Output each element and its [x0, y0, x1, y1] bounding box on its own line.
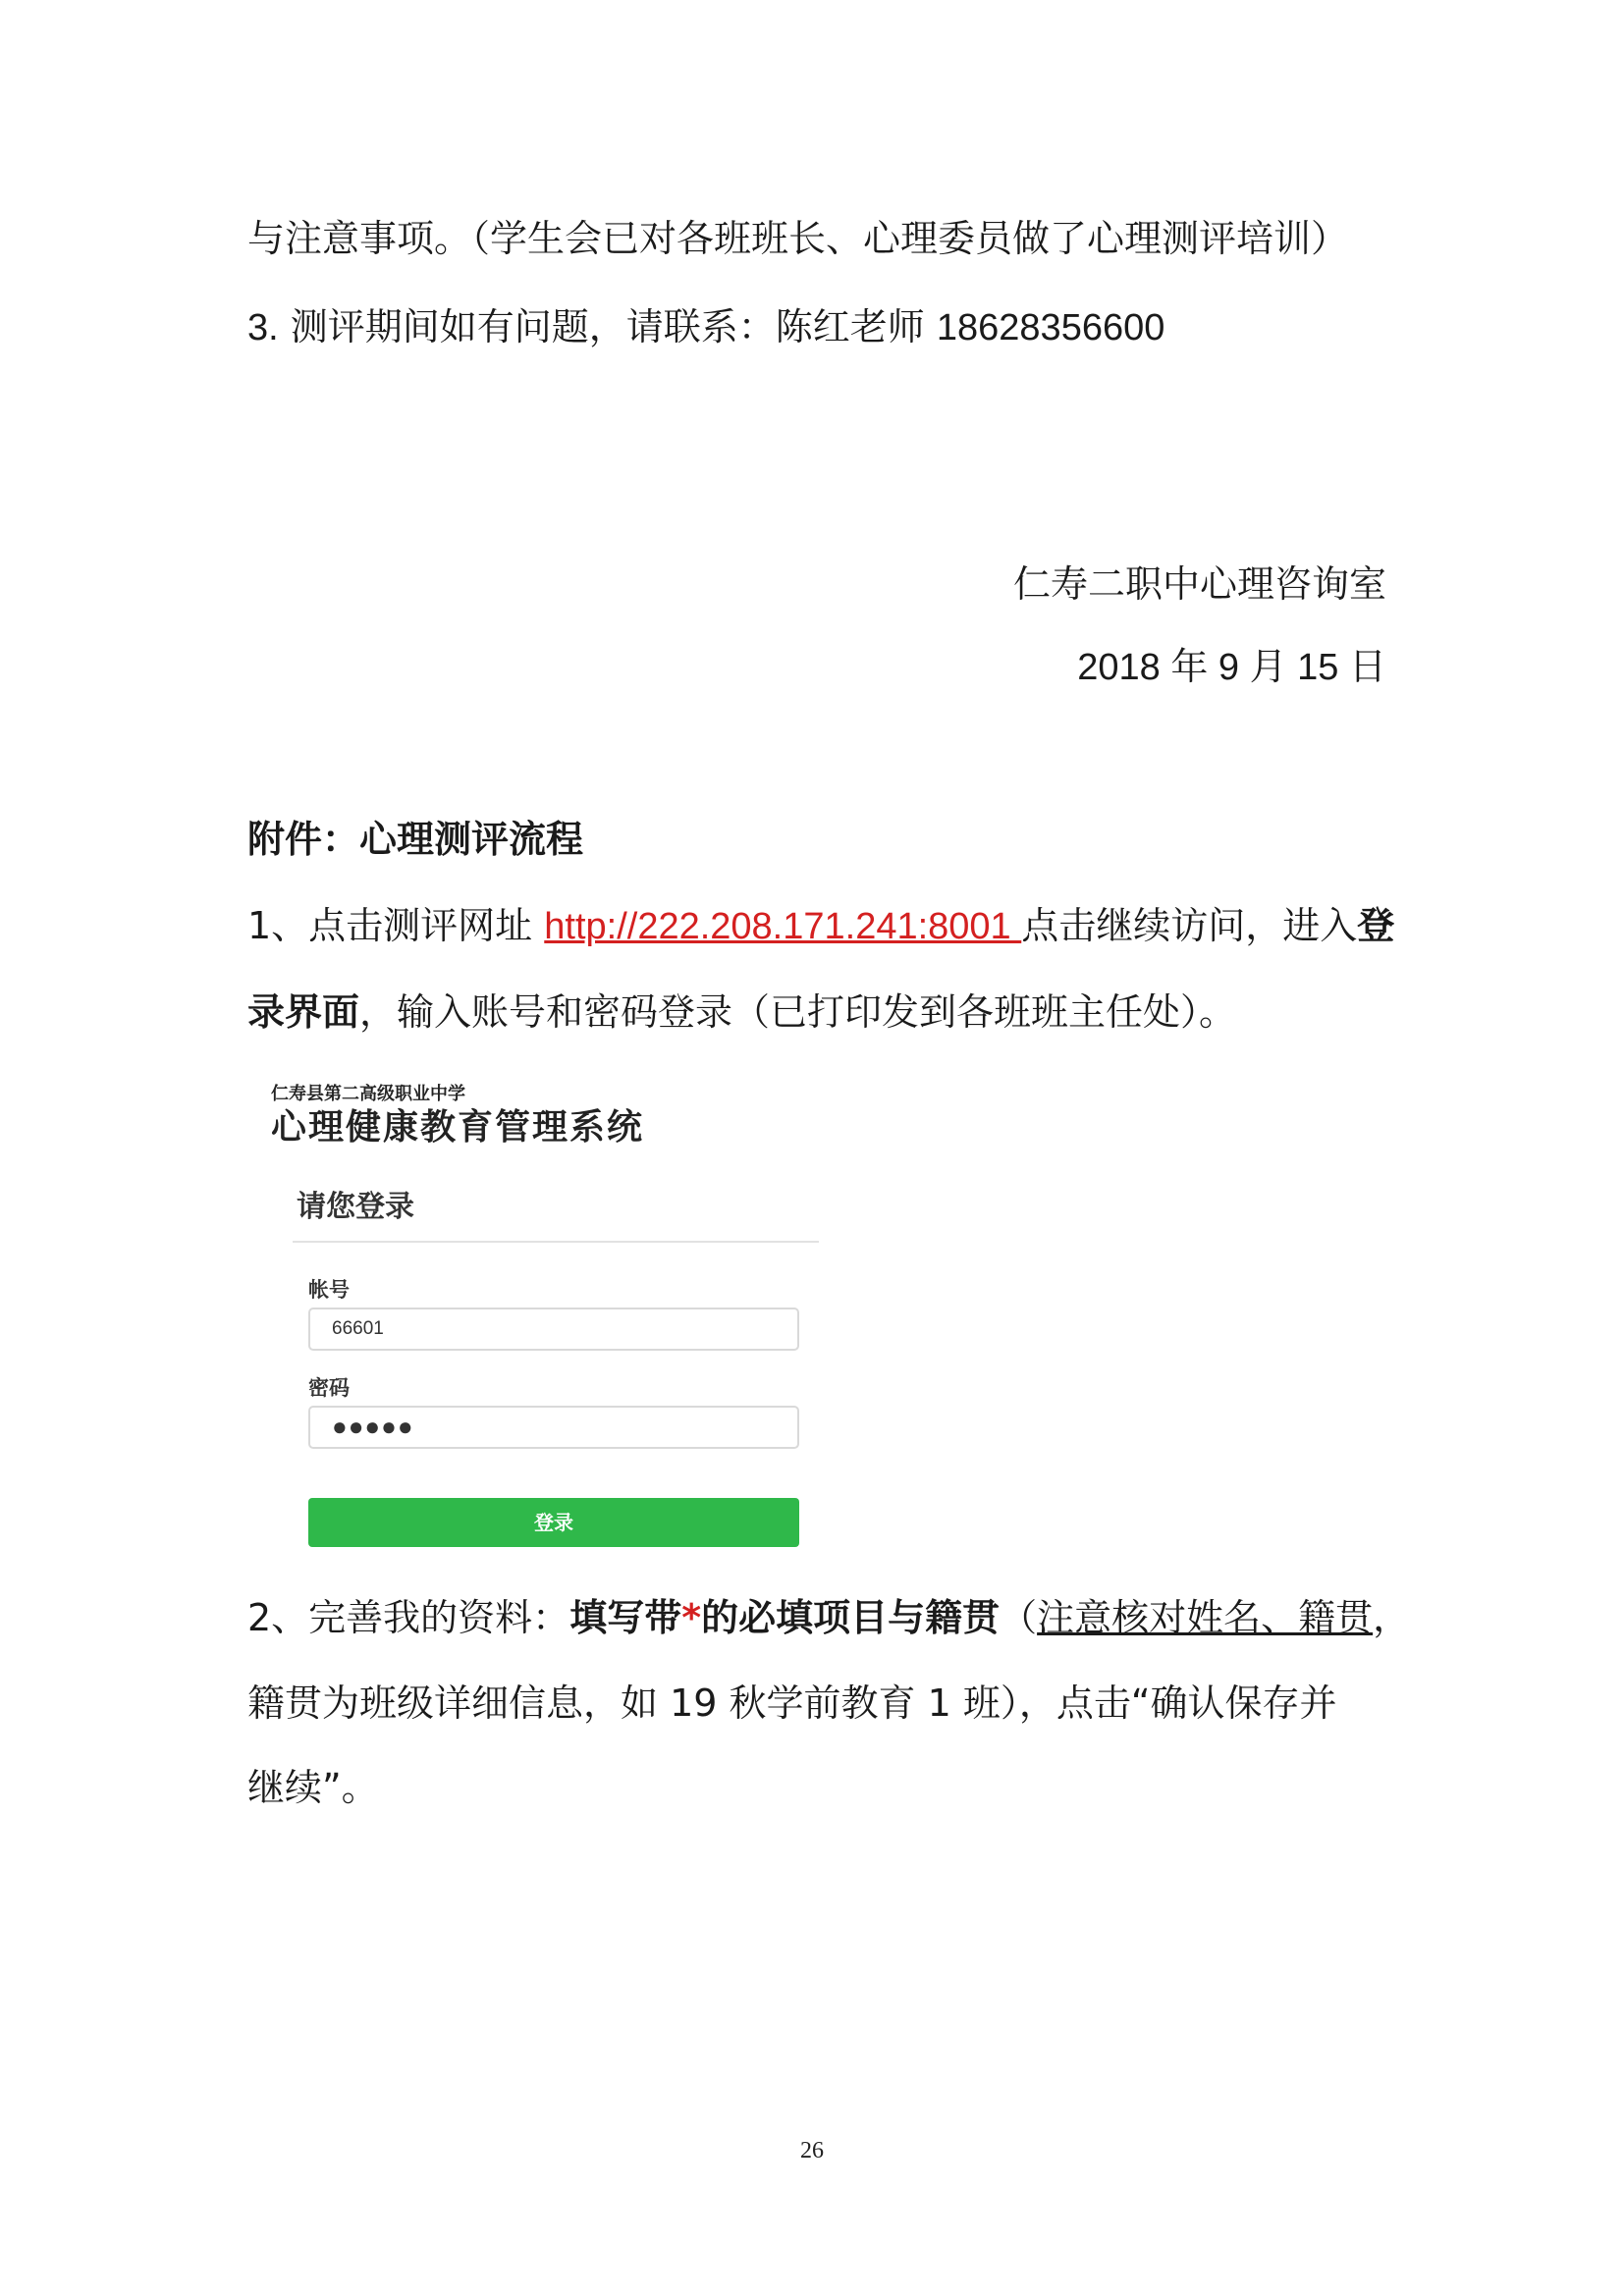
step2-line2: 籍贯为班级详细信息，如 19 秋学前教育 1 班），点击“确认保存并 [247, 1682, 1337, 1725]
step2-bold-a: 填写带 [569, 1596, 682, 1639]
account-label: 帐号 [308, 1278, 350, 1302]
paragraph-text: 与注意事项。（学生会已对各班班长、心理委员做了心理测评培训） [247, 217, 1349, 260]
step1-bold-end: 录界面 [247, 990, 360, 1034]
step1-suffix: ，输入账号和密码登录（已打印发到各班班主任处）。 [359, 990, 1237, 1034]
system-name: 心理健康教育管理系统 [271, 1107, 645, 1148]
login-screenshot [263, 1066, 833, 1567]
step2-line3: 继续”。 [247, 1766, 379, 1809]
step2-prefix: 2、完善我的资料： [247, 1596, 570, 1639]
school-name: 仁寿县第二高级职业中学 [271, 1084, 465, 1104]
step2-paren: （ [1000, 1596, 1038, 1639]
list-number: 3. [247, 307, 279, 348]
step1-bold-start: 登 [1357, 904, 1395, 947]
attachment-title: 附件：心理测评流程 [247, 818, 584, 861]
contact-line [247, 302, 1164, 352]
signature-org: 仁寿二职中心理咨询室 [1012, 562, 1386, 606]
step1-middle: 点击继续访问，进入 [1021, 904, 1358, 947]
login-button[interactable]: 登录 [308, 1498, 799, 1547]
step1-prefix: 1、点击测评网址 [247, 904, 545, 947]
test-url-link[interactable]: http://222.208.171.241:8001 [544, 906, 1022, 947]
paragraph-line [247, 214, 1348, 263]
signature-date: 2018 年 9 月 15 日 [1077, 647, 1386, 688]
login-title: 请您登录 [297, 1190, 414, 1224]
divider [293, 1241, 819, 1243]
step2-underlined: 注意核对姓名、籍贯 [1037, 1596, 1374, 1639]
step1-line1 [247, 901, 1394, 951]
step1-line2 [247, 988, 1236, 1037]
contact-phone: 18628356600 [936, 307, 1165, 348]
step2-bold-b: 的必填项目与籍贯 [701, 1596, 1001, 1639]
account-input[interactable]: 66601 [308, 1308, 799, 1351]
contact-text: 测评期间如有问题，请联系：陈红老师 [290, 305, 937, 348]
password-label: 密码 [308, 1376, 350, 1400]
required-star: * [681, 1596, 702, 1639]
step2-comma: ， [1373, 1596, 1411, 1639]
step2-line1 [247, 1593, 1410, 1642]
password-input[interactable]: ●●●●● [308, 1406, 799, 1449]
page-number: 26 [800, 2138, 824, 2163]
